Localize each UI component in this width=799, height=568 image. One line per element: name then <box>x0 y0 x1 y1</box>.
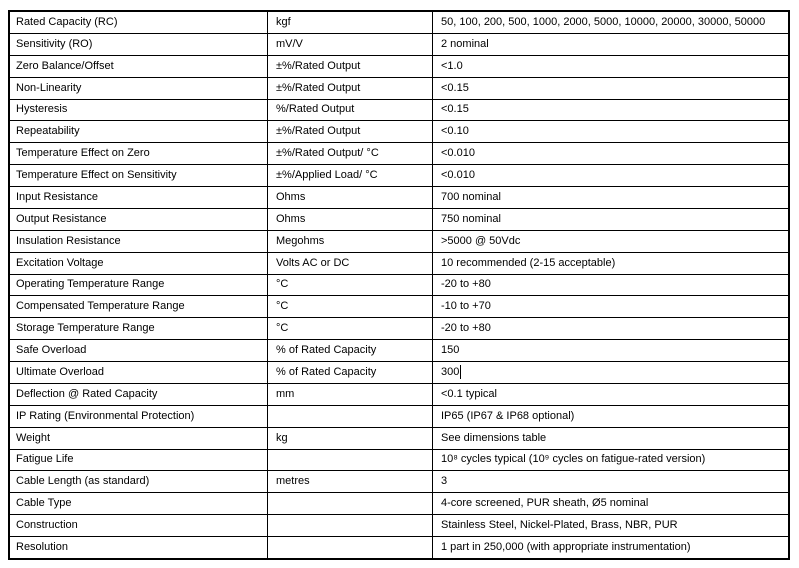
value-label: 4-core screened, PUR sheath, Ø5 nominal <box>441 497 649 510</box>
parameter-label: Repeatability <box>16 125 80 138</box>
value-cell[interactable] <box>432 12 788 33</box>
unit-label: ±%/Rated Output <box>276 81 361 94</box>
table-row <box>10 33 788 55</box>
value-label: 1 part in 250,000 (with appropriate instrumentation) <box>441 540 691 553</box>
specifications-table <box>8 10 790 560</box>
table-row <box>10 164 788 186</box>
parameter-label: Temperature Effect on Zero <box>16 147 150 160</box>
parameter-label: Sensitivity (RO) <box>16 37 93 50</box>
value-cell[interactable] <box>432 56 788 77</box>
unit-cell[interactable] <box>267 56 432 77</box>
value-label: -20 to +80 <box>441 278 491 291</box>
unit-cell[interactable] <box>267 515 432 536</box>
parameter-cell[interactable] <box>10 296 267 317</box>
value-cell[interactable] <box>432 537 788 558</box>
value-label: 10⁸ cycles typical (10⁹ cycles on fatigue-rated version) <box>441 453 706 466</box>
table-row <box>10 77 788 99</box>
parameter-label: Resolution <box>16 540 68 553</box>
table-row <box>10 252 788 274</box>
unit-cell[interactable] <box>267 34 432 55</box>
parameter-label: Deflection @ Rated Capacity <box>16 387 158 400</box>
unit-cell[interactable] <box>267 406 432 427</box>
value-label: <0.010 <box>441 147 475 160</box>
parameter-cell[interactable] <box>10 12 267 33</box>
parameter-label: Output Resistance <box>16 212 107 225</box>
table-row <box>10 427 788 449</box>
unit-label: % of Rated Capacity <box>276 365 377 378</box>
unit-cell[interactable] <box>267 231 432 252</box>
unit-cell[interactable] <box>267 450 432 471</box>
table-row <box>10 186 788 208</box>
table-row <box>10 120 788 142</box>
value-label: 700 nominal <box>441 190 501 203</box>
unit-cell[interactable] <box>267 493 432 514</box>
unit-cell[interactable] <box>267 296 432 317</box>
table-row <box>10 449 788 471</box>
parameter-cell[interactable] <box>10 187 267 208</box>
value-cell[interactable] <box>432 165 788 186</box>
unit-label: mV/V <box>276 37 303 50</box>
value-cell[interactable] <box>432 471 788 492</box>
table-row <box>10 55 788 77</box>
value-cell[interactable] <box>432 34 788 55</box>
unit-label: kgf <box>276 15 291 28</box>
unit-cell[interactable] <box>267 275 432 296</box>
value-cell[interactable] <box>432 209 788 230</box>
unit-label: ±%/Rated Output/ °C <box>276 147 379 160</box>
value-label: 300 <box>441 365 460 378</box>
unit-label: kg <box>276 431 288 444</box>
parameter-cell[interactable] <box>10 121 267 142</box>
parameter-label: Operating Temperature Range <box>16 278 165 291</box>
unit-label: metres <box>276 475 310 488</box>
table-row <box>10 317 788 339</box>
unit-cell[interactable] <box>267 428 432 449</box>
value-cell[interactable] <box>432 384 788 405</box>
unit-label: °C <box>276 322 289 335</box>
value-label: <0.15 <box>441 103 469 116</box>
unit-cell[interactable] <box>267 165 432 186</box>
parameter-label: Storage Temperature Range <box>16 322 155 335</box>
unit-cell[interactable] <box>267 537 432 558</box>
value-label: <0.1 typical <box>441 387 497 400</box>
value-cell[interactable] <box>432 253 788 274</box>
parameter-cell[interactable] <box>10 209 267 230</box>
value-cell[interactable] <box>432 100 788 121</box>
parameter-cell[interactable] <box>10 428 267 449</box>
parameter-cell[interactable] <box>10 340 267 361</box>
unit-cell[interactable] <box>267 143 432 164</box>
unit-cell[interactable] <box>267 187 432 208</box>
parameter-cell[interactable] <box>10 56 267 77</box>
parameter-cell[interactable] <box>10 275 267 296</box>
unit-cell[interactable] <box>267 384 432 405</box>
unit-label: ±%/Rated Output <box>276 59 361 72</box>
value-label: <0.10 <box>441 125 469 138</box>
parameter-label: Safe Overload <box>16 344 87 357</box>
parameter-cell[interactable] <box>10 450 267 471</box>
parameter-cell[interactable] <box>10 537 267 558</box>
unit-cell[interactable] <box>267 253 432 274</box>
value-label: 150 <box>441 344 460 357</box>
table-row <box>10 142 788 164</box>
unit-label: ±%/Applied Load/ °C <box>276 169 378 182</box>
value-cell[interactable] <box>432 318 788 339</box>
table-row <box>10 295 788 317</box>
value-cell[interactable] <box>432 340 788 361</box>
unit-label: °C <box>276 300 289 313</box>
value-label: 750 nominal <box>441 212 501 225</box>
parameter-cell[interactable] <box>10 78 267 99</box>
value-label: 50, 100, 200, 500, 1000, 2000, 5000, 10000, 20000, 30000, 50000 <box>441 15 766 28</box>
unit-label: mm <box>276 387 295 400</box>
parameter-label: Rated Capacity (RC) <box>16 15 118 28</box>
value-label: -10 to +70 <box>441 300 491 313</box>
unit-label: Ohms <box>276 190 306 203</box>
unit-label: Ohms <box>276 212 306 225</box>
parameter-cell[interactable] <box>10 515 267 536</box>
unit-cell[interactable] <box>267 209 432 230</box>
unit-label: % of Rated Capacity <box>276 344 377 357</box>
table-row <box>10 514 788 536</box>
table-row <box>10 208 788 230</box>
unit-cell[interactable] <box>267 12 432 33</box>
value-cell[interactable] <box>432 450 788 471</box>
value-label: 2 nominal <box>441 37 489 50</box>
parameter-cell[interactable] <box>10 471 267 492</box>
parameter-cell[interactable] <box>10 100 267 121</box>
value-label: <1.0 <box>441 59 463 72</box>
parameter-label: Compensated Temperature Range <box>16 300 185 313</box>
parameter-cell[interactable] <box>10 318 267 339</box>
table-row <box>10 99 788 121</box>
parameter-label: Ultimate Overload <box>16 365 105 378</box>
unit-cell[interactable] <box>267 318 432 339</box>
value-label: >5000 @ 50Vdc <box>441 234 521 247</box>
value-cell[interactable] <box>432 493 788 514</box>
unit-cell[interactable] <box>267 340 432 361</box>
parameter-cell[interactable] <box>10 253 267 274</box>
table-row <box>10 361 788 383</box>
table-row <box>10 492 788 514</box>
unit-label: °C <box>276 278 289 291</box>
unit-label: Megohms <box>276 234 325 247</box>
unit-cell[interactable] <box>267 100 432 121</box>
parameter-label: Fatigue Life <box>16 453 74 466</box>
value-cell[interactable] <box>432 362 788 383</box>
value-label: 3 <box>441 475 448 488</box>
value-cell[interactable] <box>432 296 788 317</box>
value-cell[interactable] <box>432 406 788 427</box>
table-row <box>10 536 788 558</box>
parameter-label: Input Resistance <box>16 190 98 203</box>
table-row <box>10 383 788 405</box>
parameter-cell[interactable] <box>10 406 267 427</box>
parameter-cell[interactable] <box>10 231 267 252</box>
parameter-label: IP Rating (Environmental Protection) <box>16 409 195 422</box>
parameter-label: Temperature Effect on Sensitivity <box>16 169 177 182</box>
table-row <box>10 274 788 296</box>
parameter-cell[interactable] <box>10 384 267 405</box>
value-label: IP65 (IP67 & IP68 optional) <box>441 409 575 422</box>
value-label: -20 to +80 <box>441 322 491 335</box>
unit-label: %/Rated Output <box>276 103 355 116</box>
parameter-cell[interactable] <box>10 493 267 514</box>
parameter-label: Zero Balance/Offset <box>16 59 114 72</box>
unit-cell[interactable] <box>267 78 432 99</box>
parameter-label: Weight <box>16 431 51 444</box>
parameter-label: Hysteresis <box>16 103 68 116</box>
value-cell[interactable] <box>432 78 788 99</box>
value-label: <0.010 <box>441 169 475 182</box>
unit-cell[interactable] <box>267 471 432 492</box>
value-cell[interactable] <box>432 428 788 449</box>
parameter-cell[interactable] <box>10 362 267 383</box>
parameter-cell[interactable] <box>10 34 267 55</box>
parameter-cell[interactable] <box>10 165 267 186</box>
value-cell[interactable] <box>432 187 788 208</box>
value-cell[interactable] <box>432 515 788 536</box>
value-cell[interactable] <box>432 143 788 164</box>
parameter-label: Excitation Voltage <box>16 256 104 269</box>
parameter-label: Construction <box>16 519 78 532</box>
parameter-label: Non-Linearity <box>16 81 82 94</box>
unit-cell[interactable] <box>267 121 432 142</box>
table-row <box>10 12 788 33</box>
parameter-label: Cable Length (as standard) <box>16 475 150 488</box>
table-row <box>10 470 788 492</box>
table-row <box>10 405 788 427</box>
value-label: 10 recommended (2-15 acceptable) <box>441 256 616 269</box>
parameter-label: Insulation Resistance <box>16 234 121 247</box>
parameter-label: Cable Type <box>16 497 72 510</box>
table-row <box>10 230 788 252</box>
table-row <box>10 339 788 361</box>
value-label: Stainless Steel, Nickel-Plated, Brass, NBR, PUR <box>441 519 678 532</box>
unit-label: Volts AC or DC <box>276 256 350 269</box>
unit-cell[interactable] <box>267 362 432 383</box>
text-cursor <box>460 365 461 379</box>
unit-label: ±%/Rated Output <box>276 125 361 138</box>
value-label: See dimensions table <box>441 431 547 444</box>
parameter-cell[interactable] <box>10 143 267 164</box>
value-cell[interactable] <box>432 231 788 252</box>
value-cell[interactable] <box>432 275 788 296</box>
value-cell[interactable] <box>432 121 788 142</box>
value-label: <0.15 <box>441 81 469 94</box>
